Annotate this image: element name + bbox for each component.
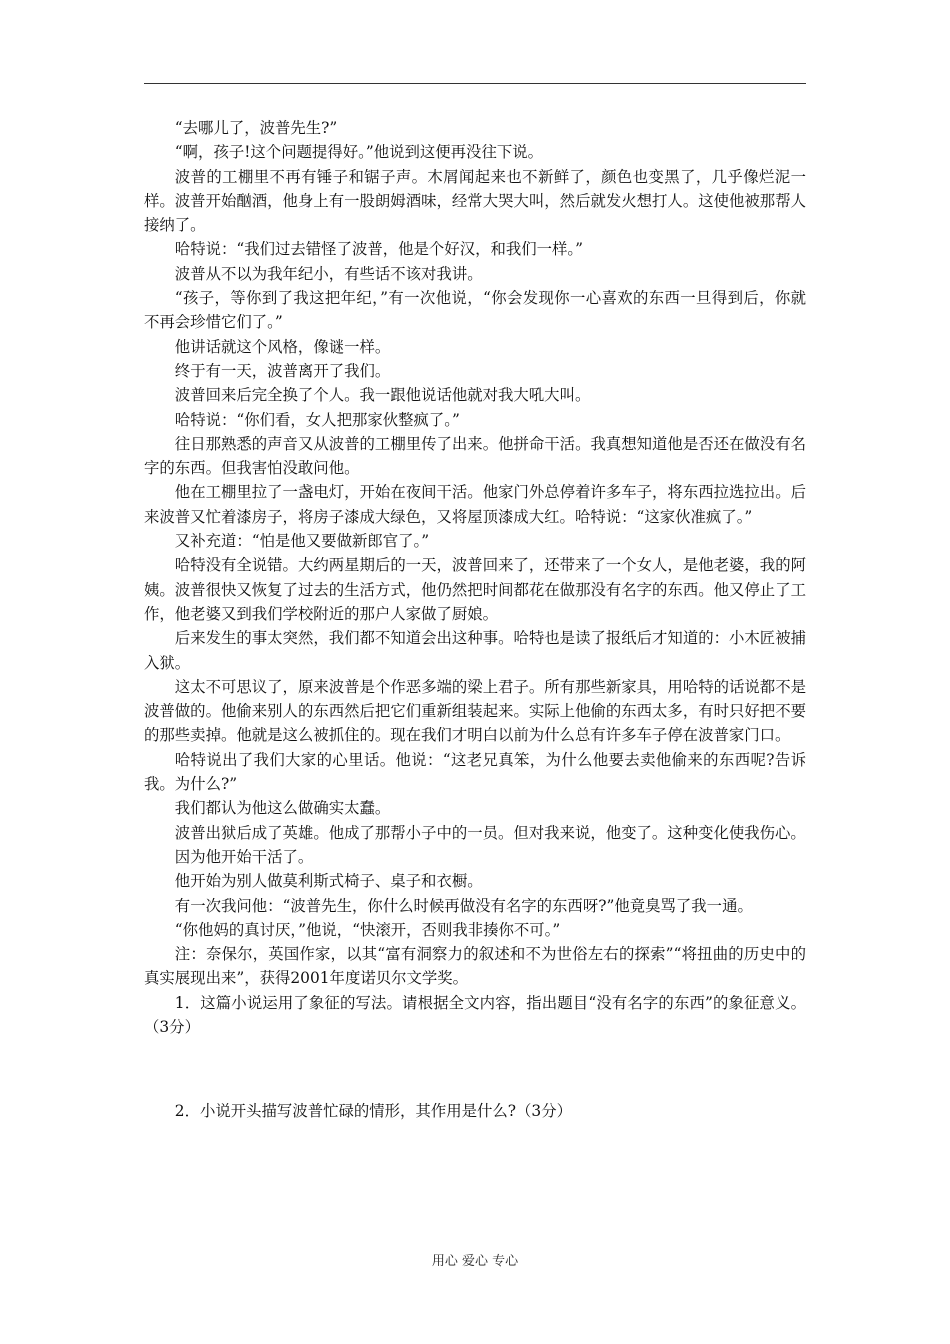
header-rule bbox=[144, 83, 806, 84]
paragraph: 波普回来后完全换了个人。我一跟他说话他就对我大吼大叫。 bbox=[174, 386, 591, 405]
paragraph: 波普的工棚里不再有锤子和锯子声。木屑闻起来也不新鲜了，颜色也变黑了，几乎像烂泥一样。波普开始酗酒，他身上有一股朗姆酒味，经常大哭大叫，然后就发火想打人。这使他被那帮人接纳了。 bbox=[144, 167, 806, 235]
paragraph: “你他妈的真讨厌，”他说，“快滚开，否则我非揍你不可。” bbox=[174, 920, 561, 939]
author-note: 注：奈保尔，英国作家，以其“富有洞察力的叙述和不为世俗左右的探索”“将扭曲的历史中的真实展现出来”，获得2001年度诺贝尔文学奖。 bbox=[144, 945, 806, 988]
paragraph: 往日那熟悉的声音又从波普的工棚里传了出来。他拼命干活。我真想知道他是否还在做没有名字的东西。但我害怕没敢问他。 bbox=[144, 434, 806, 478]
paragraph: 他在工棚里拉了一盏电灯，开始在夜间干活。他家门外总停着许多车子，将东西拉选拉出。后来波普又忙着漆房子，将房子漆成大绿色，又将屋顶漆成大红。哈特说：“这家伙准疯了。” bbox=[144, 483, 806, 526]
question-1: 1．这篇小说运用了象征的写法。请根据全文内容，指出题目“没有名字的东西”的象征意义。（3分） bbox=[144, 993, 806, 1036]
paragraph: 终于有一天，波普离开了我们。 bbox=[174, 361, 391, 380]
paragraph: 波普出狱后成了英雄。他成了那帮小子中的一员。但对我来说，他变了。这种变化使我伤心。 bbox=[174, 823, 806, 842]
paragraph: 哈特没有全说错。大约两星期后的一天，波普回来了，还带来了一个女人，是他老婆，我的阿姨。波普很快又恢复了过去的生活方式，他仍然把时间都花在做那没有名字的东西。他又停止了工作，他老婆又到我们学校附近的那户人家做了厨娘。 bbox=[144, 556, 806, 623]
paragraph: “去哪儿了，波普先生?” bbox=[174, 119, 338, 137]
paragraph: 这太不可思议了，原来波普是个作恶多端的梁上君子。所有那些新家具，用哈特的话说都不是波普做的。他偷来别人的东西然后把它们重新组装起来。实际上他偷的东西太多，有时只好把不要的那些卖掉。他就是这么被抓住的。现在我们才明白以前为什么总有许多车子停在波普家门口。 bbox=[144, 677, 806, 745]
paragraph: 有一次我问他：“波普先生，你什么时候再做没有名字的东西呀?”他竟臭骂了我一通。 bbox=[174, 896, 753, 915]
document-body bbox=[144, 116, 806, 1124]
paragraph: “啊，孩子!这个问题提得好。”他说到这便再没往下说。 bbox=[174, 143, 544, 162]
paragraph: “孩子，等你到了我这把年纪，”有一次他说，“你会发现你一心喜欢的东西一旦得到后，你就不再会珍惜它们了。” bbox=[144, 289, 806, 332]
paragraph: 后来发生的事太突然，我们都不知道会出这种事。哈特也是读了报纸后才知道的：小木匠被捕入狱。 bbox=[144, 629, 806, 672]
paragraph: 他讲话就这个风格，像谜一样。 bbox=[174, 337, 391, 356]
paragraph: 哈特说：“你们看，女人把那家伙整疯了。” bbox=[174, 410, 460, 429]
paragraph: 又补充道：“怕是他又要做新郎官了。” bbox=[174, 532, 430, 551]
paragraph: 他开始为别人做莫利斯式椅子、桌子和衣橱。 bbox=[174, 872, 483, 891]
question-2: 2．小说开头描写波普忙碌的情形，其作用是什么?（3分） bbox=[174, 1102, 573, 1121]
paragraph: 因为他开始干活了。 bbox=[174, 847, 314, 866]
paragraph: 波普从不以为我年纪小，有些话不该对我讲。 bbox=[174, 264, 483, 283]
paragraph: 哈特说出了我们大家的心里话。他说：“这老兄真笨，为什么他要去卖他偷来的东西呢?告诉我。为什么?” bbox=[144, 750, 806, 794]
paragraph: 哈特说：“我们过去错怪了波普，他是个好汉，和我们一样。” bbox=[174, 240, 583, 259]
paragraph: 我们都认为他这么做确实太蠢。 bbox=[174, 799, 391, 818]
page-footer: 用心 爱心 专心 bbox=[431, 1254, 519, 1269]
